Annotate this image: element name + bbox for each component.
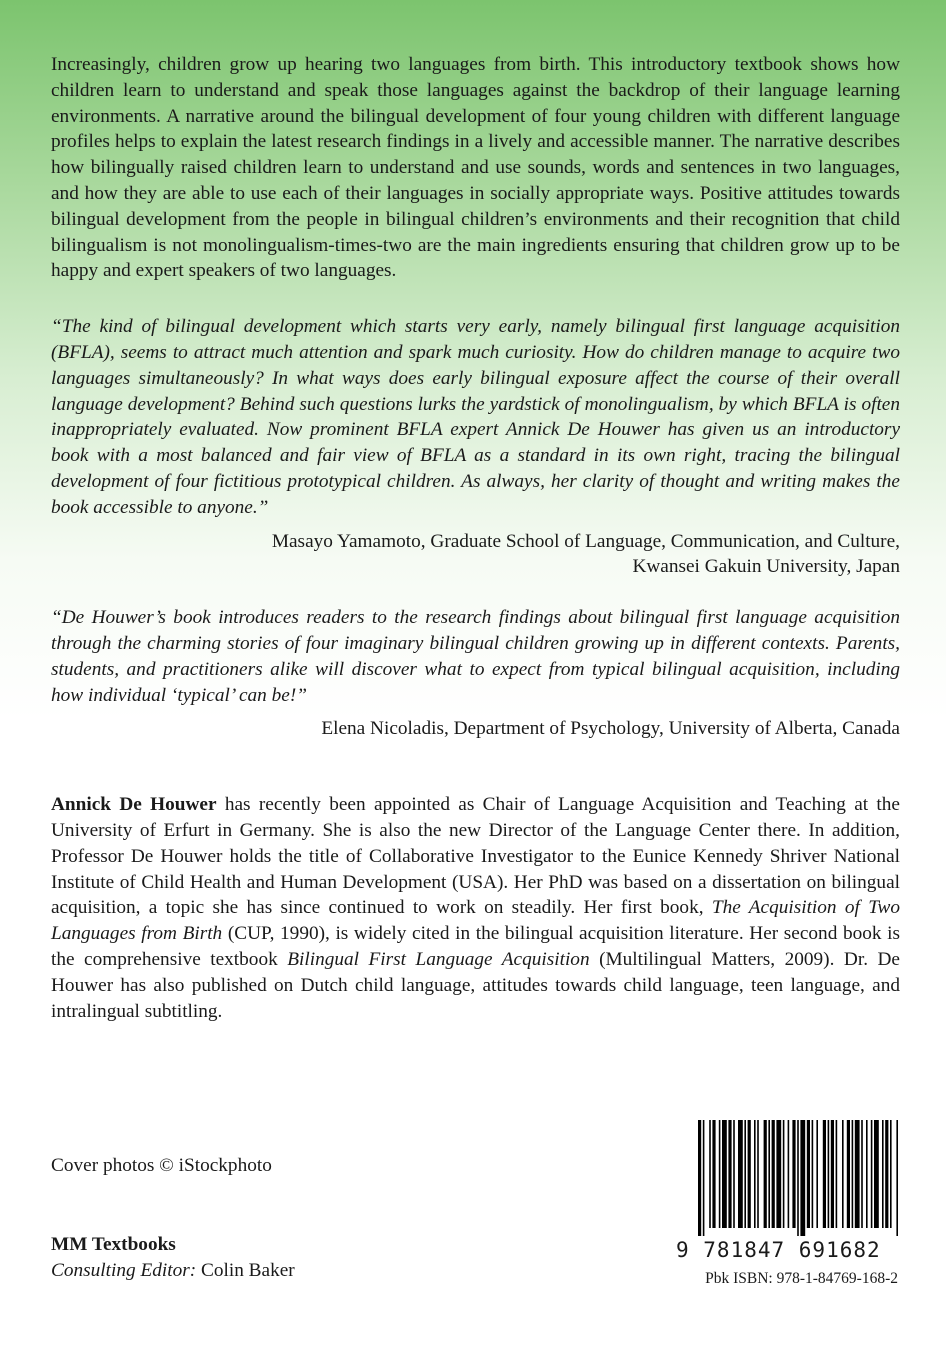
- barcode-area: [676, 1120, 902, 1288]
- barcode-bar: [792, 1120, 795, 1228]
- barcode-bar: [754, 1120, 756, 1228]
- barcode-bar: [703, 1120, 705, 1236]
- barcode-bar: [744, 1120, 746, 1228]
- barcode-bar: [890, 1120, 892, 1228]
- endorsement-attribution: [51, 529, 900, 581]
- barcode-bar: [807, 1120, 810, 1228]
- barcode-bar: [776, 1120, 781, 1228]
- barcode-bar: [861, 1120, 863, 1228]
- barcode-bar: [871, 1120, 873, 1228]
- barcode-bar: [836, 1120, 838, 1228]
- barcode-bar: [896, 1120, 898, 1236]
- barcode-bar: [772, 1120, 775, 1228]
- endorsement-text: “The kind of bilingual development which starts very early, namely bilingual first language acquisition (BFLA), seems to attract much attention and spark much curiosity. How do children manage to acquire two languages simultaneously? In what ways does early bilingual exposure affect the course of their overall language development? Behind such questions lurks the yardstick of monolingualism, by which BFLA is often inappropriately evaluated. Now prominent BFLA expert Annick De Houwer has given us an introductory book with a most balanced and fair view of BFLA as a standard in its own right, tracing the bilingual development of four fictitious prototypical children. As always, her clarity of thought and writing makes the book accessible to anyone.”: [51, 316, 900, 518]
- series-info: [51, 1232, 295, 1284]
- author-bio: [51, 792, 900, 1024]
- book-title: The Acquisition of Two Languages from Birth: [51, 897, 900, 945]
- barcode-bar: [722, 1120, 727, 1228]
- barcode-bar: [728, 1120, 731, 1228]
- barcode-bar: [866, 1120, 868, 1228]
- barcode-bar: [852, 1120, 854, 1228]
- barcode-bar: [764, 1120, 767, 1228]
- attribution-line: Masayo Yamamoto, Graduate School of Language, Communication, and Culture,: [271, 530, 900, 552]
- attribution-line: Elena Nicoladis, Department of Psychology, University of Alberta, Canada: [321, 718, 900, 740]
- barcode-bar: [757, 1120, 759, 1228]
- barcode-bar: [738, 1120, 743, 1228]
- barcode-bar: [733, 1120, 735, 1228]
- bio-text: (CUP, 1990), is widely cited in the bilingual acquisition literature. Her second book is the comprehensive textbook: [51, 923, 900, 970]
- barcode-bar: [885, 1120, 888, 1228]
- series-name: MM Textbooks: [51, 1234, 176, 1255]
- author-name: Annick De Houwer: [51, 794, 217, 816]
- back-cover-content: [51, 52, 900, 1024]
- barcode-bar: [788, 1120, 790, 1228]
- barcode-bar: [719, 1120, 721, 1228]
- barcode-bar: [847, 1120, 850, 1228]
- barcode-icon: [676, 1120, 900, 1236]
- barcode-bar: [768, 1120, 770, 1228]
- bio-text: (Multilingual Matters, 2009). Dr. De Houwer has also published on Dutch child language, attitudes towards child language, teen language, and intralingual subtitling.: [51, 948, 900, 1022]
- barcode-bar: [783, 1120, 785, 1228]
- cover-photo-credit: Cover photos © iStockphoto: [51, 1155, 272, 1176]
- barcode-bar: [882, 1120, 884, 1228]
- barcode-bar: [842, 1120, 844, 1228]
- book-title: Bilingual First Language Acquisition: [287, 948, 590, 970]
- barcode-bar: [712, 1120, 715, 1228]
- barcode-bar: [698, 1120, 701, 1236]
- bio-text: has recently been appointed as Chair of Language Acquisition and Teaching at the University of Erfurt in Germany. She is also the new Director of the Language Center there. In addition, Professor De Houwer holds the title of Collaborative Investigator to the Eunice Kennedy Shriver National Institute of Child Health and Human Development (USA). Her PhD was based on a dissertation on bilingual acquisition, a topic she has since continued to work on steadily. Her first book,: [51, 794, 900, 919]
- attribution-line: Kwansei Gakuin University, Japan: [632, 556, 900, 578]
- endorsement-attribution: [51, 716, 900, 742]
- barcode-bar: [828, 1120, 830, 1228]
- barcode-bar: [748, 1120, 751, 1228]
- barcode-bar: [874, 1120, 879, 1228]
- editor-label: Consulting Editor:: [51, 1260, 197, 1281]
- barcode-bar: [797, 1120, 799, 1236]
- editor-name: Colin Baker: [196, 1260, 295, 1281]
- barcode-bar: [800, 1120, 805, 1236]
- barcode-bar: [709, 1120, 711, 1228]
- endorsement-2: [51, 605, 900, 742]
- barcode-bar: [831, 1120, 834, 1228]
- isbn: Pbk ISBN: 978-1-84769-168-2: [705, 1270, 898, 1287]
- endorsement-1: [51, 314, 900, 580]
- barcode-bar: [855, 1120, 860, 1228]
- endorsement-text: “De Houwer’s book introduces readers to the research findings about bilingual first language acquisition through the charming stories of four imaginary bilingual children growing up in different contexts. Parents, students, and practitioners alike will discover what to expect from typical bilingual acquisition, including how individual ‘typical’ can be!”: [51, 607, 900, 706]
- book-description: Increasingly, children grow up hearing two languages from birth. This introductory textbook shows how children learn to understand and speak those languages against the backdrop of their language learning environments. A narrative around the bilingual development of four young children with different language profiles helps to explain the latest research findings in a lively and accessible manner. The narrative describes how bilingually raised children learn to understand and use sounds, words and sentences in two languages, and how they are able to use each of their languages in socially appropriate ways. Positive attitudes towards bilingual development from the people in bilingual children’s environments and their recognition that child bilingualism is not monolingualism-times-two are the main ingredients ensuring that children grow up to be happy and expert speakers of two languages.: [51, 54, 900, 282]
- barcode-bar: [812, 1120, 814, 1228]
- barcode-bar: [816, 1120, 818, 1228]
- barcode-digits: 9 781847 691682: [676, 1238, 881, 1262]
- consulting-editor: [51, 1260, 295, 1281]
- barcode-bar: [823, 1120, 826, 1228]
- barcode: [676, 1120, 902, 1262]
